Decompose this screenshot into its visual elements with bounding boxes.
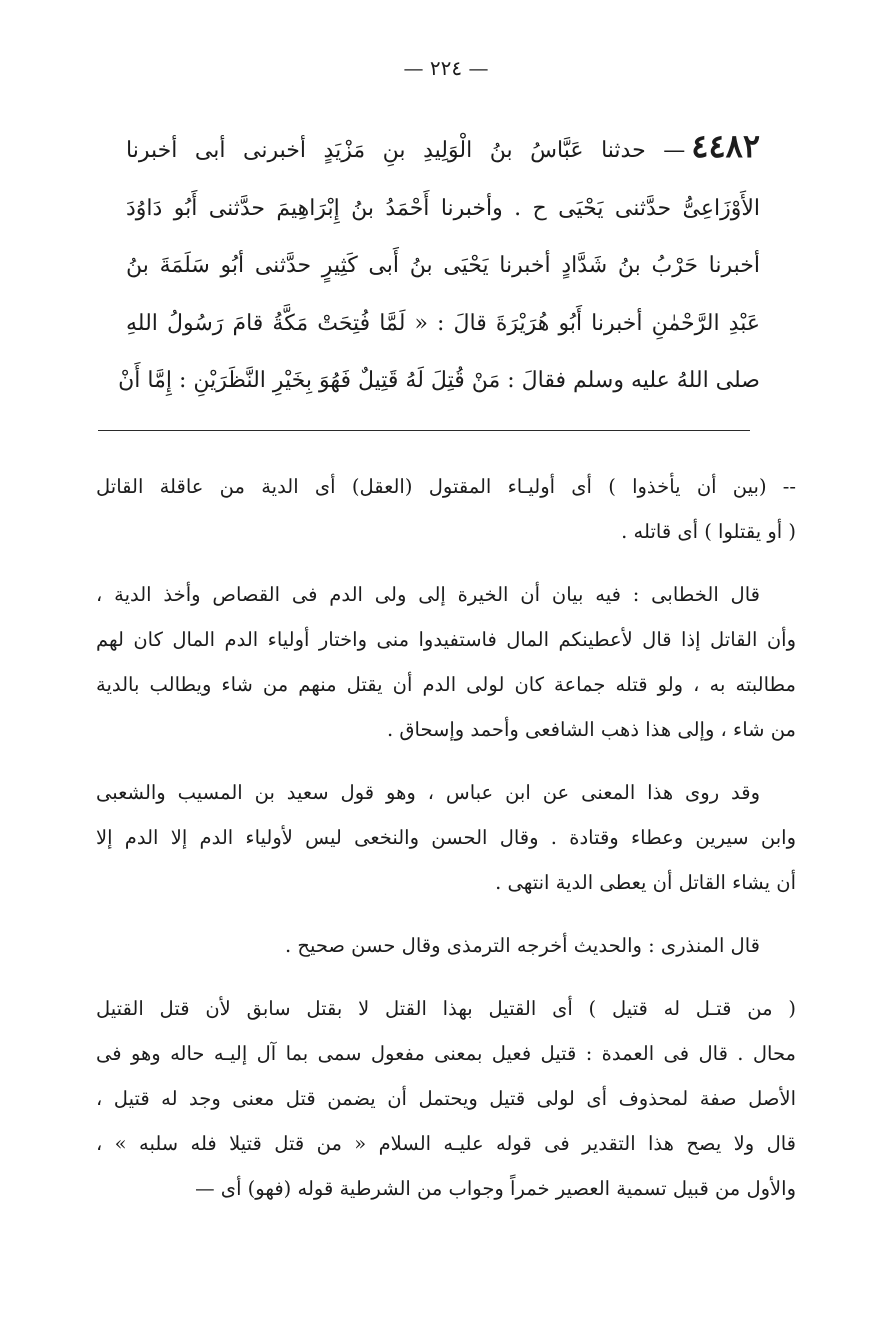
hadith-text: [118, 118, 761, 410]
hadith-line-4: عَبْدِ الرَّحْمٰنِ أخبرنا أَبُو هُرَيْرَةَ قالَ : « لَمَّا فُتِحَتْ مَكَّةُ قامَ رَسُولُ اللهِ: [126, 310, 761, 336]
commentary-line: محال . قال فى العمدة : قتيل فعيل بمعنى مفعول سمى بما آل إليـه حاله وهو فى: [96, 1042, 796, 1065]
commentary-line: قال المنذرى : والحديث أخرجه الترمذى وقال حسن صحيح .: [284, 934, 760, 957]
commentary-line: الأصل صفة لمحذوف أى لولى قتيل ويحتمل أن يضمن قتل معنى وجد له قتيل ،: [96, 1087, 796, 1110]
commentary-paragraph: [96, 986, 796, 1211]
commentary-line: وقد روى هذا المعنى عن ابن عباس ، وهو قول سعيد بن المسيب والشعبى: [96, 781, 760, 804]
hadith-line-1: [126, 118, 760, 180]
commentary-line: قال الخطابى : فيه بيان أن الخيرة إلى ولى الدم فى القصاص وأخذ الدية ،: [96, 583, 760, 606]
commentary-line: والأول من قبيل تسمية العصير خمراً وجواب من الشرطية قوله (فهو) أى —: [195, 1177, 796, 1200]
hadith-line-text: — حدثنا عَبَّاسُ بنُ الْوَلِيدِ بنِ مَزْيَدٍ أخبرنى أبى أخبرنا: [126, 138, 686, 163]
commentary-line: مطالبته به ، ولو قتله جماعة كان لولى الدم أن يقتل منهم من شاء ويطالب بالدية: [96, 673, 796, 696]
hadith-line-2: الأَوْزَاعِىُّ حدَّثنى يَحْيَى ح . وأخبرنا أَحْمَدُ بنُ إِبْرَاهِيمَ حدَّثنى أَبُو دَاوُدَ: [126, 195, 760, 221]
footnote-divider: [98, 430, 750, 431]
commentary-line: ( أو يقتلوا ) أى قاتله .: [621, 520, 796, 543]
commentary-line: أن يشاء القاتل أن يعطى الدية انتهى .: [495, 871, 796, 894]
commentary-line: -- (بين أن يأخذوا ) أى أوليـاء المقتول (العقل) أى الدية من عاقلة القاتل: [96, 475, 796, 498]
commentary-line: ( من قتـل له قتيل ) أى القتيل بهذا القتل لا بقتل سابق لأن قتل القتيل: [96, 997, 796, 1020]
hadith-line-3: أخبرنا حَرْبُ بنُ شَدَّادٍ أخبرنا يَحْيَى بنُ أَبى كَثِيرٍ حدَّثنى أبُو سَلَمَةَ بنُ: [126, 253, 760, 278]
commentary-paragraph: [96, 464, 796, 554]
commentary-line: وابن سيرين وعطاء وقتادة . وقال الحسن والنخعى ليس لأولياء الدم إلا الدم إلا: [96, 826, 796, 849]
commentary: [96, 464, 796, 1229]
commentary-paragraph: [96, 572, 796, 752]
page-number: — ٢٢٤ —: [403, 56, 489, 80]
hadith-line-5: صلى اللهُ عليه وسلم فقالَ : مَنْ قُتِلَ لَهُ قَتِيلٌ فَهُوَ بِخَيْرِ النَّظَرَيْنِ : إِمَّا أَنْ: [118, 368, 760, 393]
hadith-number: ٤٤٨٢: [691, 127, 760, 165]
commentary-line: من شاء ، وإلى هذا ذهب الشافعى وأحمد وإسحاق .: [386, 718, 796, 741]
commentary-line: قال ولا يصح هذا التقدير فى قوله عليـه السلام « من قتل قتيلا فله سلبه » ،: [96, 1132, 796, 1155]
commentary-line: وأن القاتل إذا قال لأعطينكم المال فاستفيدوا منى واختار أولياء الدم المال كان لهم: [96, 628, 796, 651]
commentary-paragraph: [96, 770, 796, 905]
commentary-paragraph: [96, 923, 796, 968]
